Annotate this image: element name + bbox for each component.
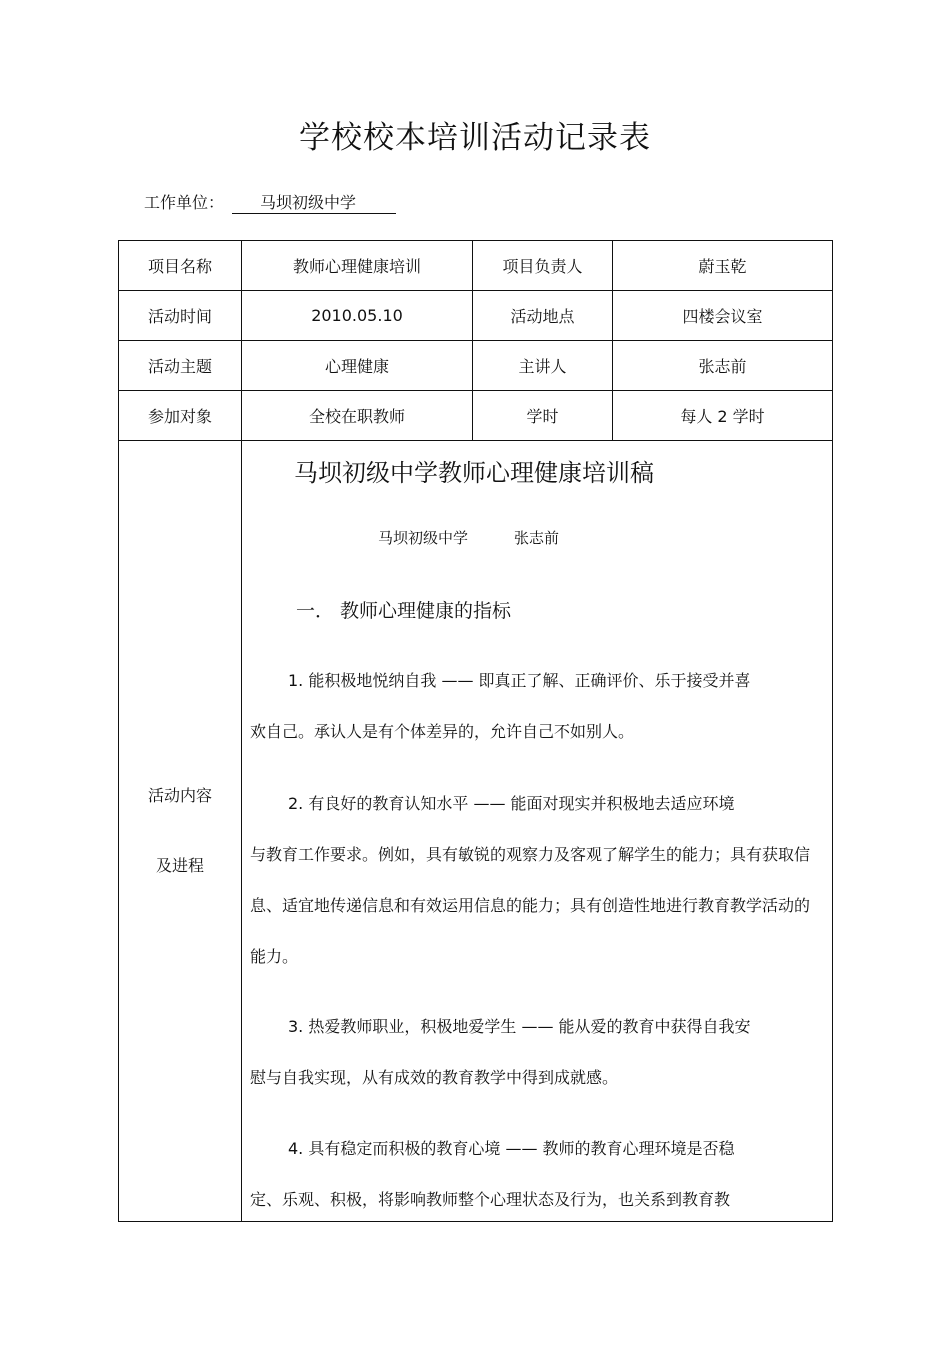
cell-participants: 全校在职教师 [242,391,473,441]
cell-label-class-hours: 学时 [473,391,613,441]
article-title: 马坝初级中学教师心理健康培训稿 [294,459,654,487]
section-heading: 一． 教师心理健康的指标 [296,600,512,622]
paragraph-lead: 2. 有良好的教育认知水平 —— 能面对现实并积极地去适应环境 [288,794,735,813]
cell-class-hours: 每人 2 学时 [613,391,833,441]
paragraph-lead: 3. 热爱教师职业，积极地爱学生 —— 能从爱的教育中获得自我安 [288,1017,751,1036]
table-row-content [119,441,833,1222]
table-row [119,341,833,391]
work-unit-line [144,190,396,213]
cell-speaker: 张志前 [613,341,833,391]
cell-content [242,441,833,1222]
cell-label-project-name: 项目名称 [119,241,242,291]
paragraph [250,1001,820,1103]
cell-project-name: 教师心理健康培训 [242,241,473,291]
paragraph [250,778,820,982]
paragraph-rest: 慰与自我实现，从有成效的教育教学中得到成就感。 [250,1068,619,1087]
cell-label-activity-theme: 活动主题 [119,341,242,391]
cell-label-activity-location: 活动地点 [473,291,613,341]
paragraph-lead: 1. 能积极地悦纳自我 —— 即真正了解、正确评价、乐于接受并喜 [288,671,751,690]
table-row [119,291,833,341]
content-label-line1: 活动内容 [147,786,212,805]
paragraph-rest: 与教育工作要求。例如，具有敏锐的观察力及客观了解学生的能力；具有获取信息、适宜地传递信息和有效运用信息的能力；具有创造性地进行教育教学活动的能力。 [250,845,811,966]
page-title: 学校校本培训活动记录表 [299,120,651,156]
work-unit-value: 马坝初级中学 [232,193,396,214]
cell-activity-location: 四楼会议室 [613,291,833,341]
record-table [118,240,833,1222]
paragraph-rest: 欢自己。承认人是有个体差异的，允许自己不如别人。 [250,722,635,741]
article-author: 张志前 [514,529,560,547]
cell-label-participants: 参加对象 [119,391,242,441]
content-label-line2: 及进程 [155,856,204,875]
cell-label-content [119,441,242,1222]
paragraph [250,655,820,757]
paragraph-rest: 定、乐观、积极，将影响教师整个心理状态及行为，也关系到教育教 [250,1190,731,1209]
training-article [242,441,832,1221]
article-byline [378,527,559,548]
cell-activity-time: 2010.05.10 [242,291,473,341]
cell-label-activity-time: 活动时间 [119,291,242,341]
work-unit-label: 工作单位： [144,193,225,212]
cell-project-lead: 蔚玉乾 [613,241,833,291]
table-row [119,241,833,291]
table-row [119,391,833,441]
paragraph [250,1123,820,1221]
paragraph-lead: 4. 具有稳定而积极的教育心境 —— 教师的教育心理环境是否稳 [288,1139,735,1158]
cell-label-speaker: 主讲人 [473,341,613,391]
cell-activity-theme: 心理健康 [242,341,473,391]
cell-label-project-lead: 项目负责人 [473,241,613,291]
article-school: 马坝初级中学 [378,529,469,547]
